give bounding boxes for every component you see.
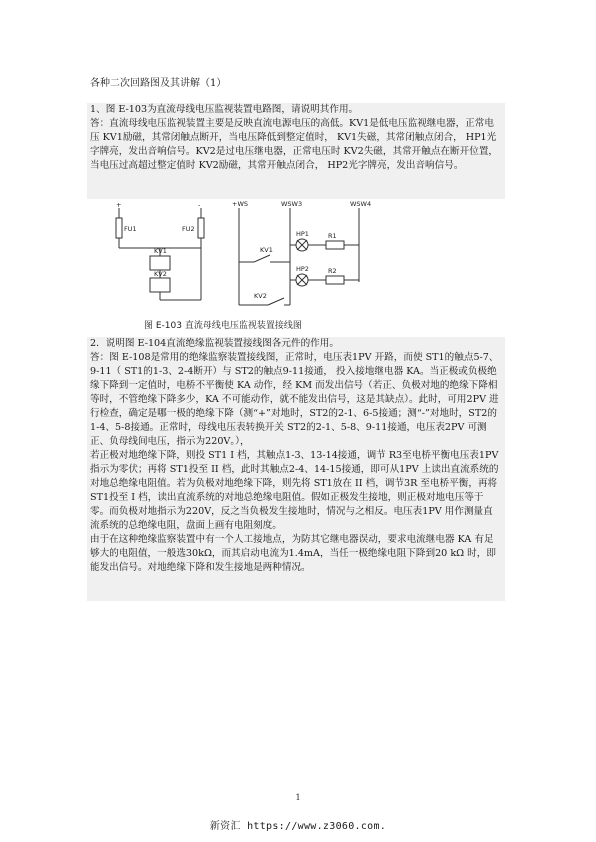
- answer-2-paragraph-1: 答：图 E-108是常用的绝缘监察装置接线图，正常时，电压表1PV 开路，而使 ST1的触点5-7、9-11（ ST1的1-3、2-4断开）与 ST2的触点9-11接通， 投入接地继电器 KA。当正极或负极绝缘下降到一定值时，电桥不平衡使 KA 动作，经 KM 而发出信号（若正、负极对地的绝缘下降相等时，不管绝缘下降多少，KA 不可能动作，就不能发出信号，这是其缺点）。此时，可用2PV 进行检查，确定是哪一极的绝缘下降（测“+”对地时，ST2的2-1、6-5接通；测“-”对地时，ST2的1-4、5-8接通。正常时，母线电压表转换开关 ST2的2-1、5-8、9-11接通，电压表2PV 可测正、负母线间电压，指示为220V。），: [90, 352, 499, 447]
- label-kv2: KV2: [154, 270, 167, 278]
- document-title: 各种二次回路图及其讲解（1）: [90, 78, 227, 89]
- answer-2-paragraph-2: 若正极对地绝缘下降，则投 ST1 I 档，其触点1-3、13-14接通，调节 R3至电桥平衡电压表1PV 指示为零伏；再将 ST1投至 II 档，此时其触点2-4、14-15接通，即可从1PV 上读出直流系统的对地总绝缘电阻值。若为负极对地绝缘下降，则先将 ST1放在 II 档，调节3R 至电桥平衡，再将 ST1投至 I 档，读出直流系统的对地总绝缘电阻值。假如正极发生接地，则正极对地电压等于零。而负极对地指示为220V，反之当负极发生接地时，情况与之相反。电压表1PV 用作测量直流系统的总绝缘电阻，盘面上画有电阻刻度。: [90, 450, 499, 531]
- label-hp2: HP2: [296, 265, 309, 273]
- label-kv1-contact: KV1: [260, 246, 273, 254]
- figure-caption: 图 E-103 直流母线电压监视装置接线图: [144, 321, 302, 331]
- label-r1: R1: [328, 232, 337, 240]
- label-minus: -: [198, 201, 201, 209]
- label-kv1: KV1: [154, 247, 167, 255]
- question-block-2: [87, 337, 505, 601]
- label-hp1: HP1: [296, 230, 309, 238]
- question-block-1: [87, 103, 505, 199]
- label-wsw3: WSW3: [281, 200, 303, 208]
- label-fu1: FU1: [124, 225, 137, 233]
- answer-2-paragraph-3: 由于在这种绝缘监察装置中有一个人工接地点，为防其它继电器误动，要求电流继电器 KA 有足够大的电阻值，一般选30kΩ，而其启动电流为1.4mA，当任一极绝缘电阻下降到20 kΩ 时，即能发出信号。对地绝缘下降和发生接地是两种情况。: [90, 534, 496, 573]
- label-wsw4: WSW4: [350, 200, 372, 208]
- question-2-text: 2．说明图 E-104直流绝缘监视装置接线图各元件的作用。: [90, 338, 339, 349]
- footer-watermark: 新资汇 https://www.z3060.com.: [209, 821, 387, 832]
- label-plus: +: [116, 201, 122, 209]
- label-ws: +WS: [232, 200, 248, 208]
- circuit-diagram-e103: [94, 200, 380, 337]
- label-kv2-contact: KV2: [254, 292, 267, 300]
- question-1-text: 1、图 E-103为直流母线电压监视装置电路图，请说明其作用。: [90, 104, 359, 115]
- label-fu2: FU2: [182, 225, 195, 233]
- answer-1-text: 答：直流母线电压监视装置主要是反映直流电源电压的高低。KV1是低电压监视继电器，正常电压 KV1励磁，其常闭触点断开，当电压降低到整定值时， KV1失磁，其常闭触点闭合， HP1光字牌亮，发出音响信号。KV2是过电压继电器，正常电压时 KV2失磁，其常开触点在断开位置，当电压过高超过整定值时 KV2励磁，其常开触点闭合， HP2光字牌亮，发出音响信号。: [90, 118, 499, 171]
- page-number: 1: [295, 793, 301, 802]
- label-r2: R2: [328, 267, 337, 275]
